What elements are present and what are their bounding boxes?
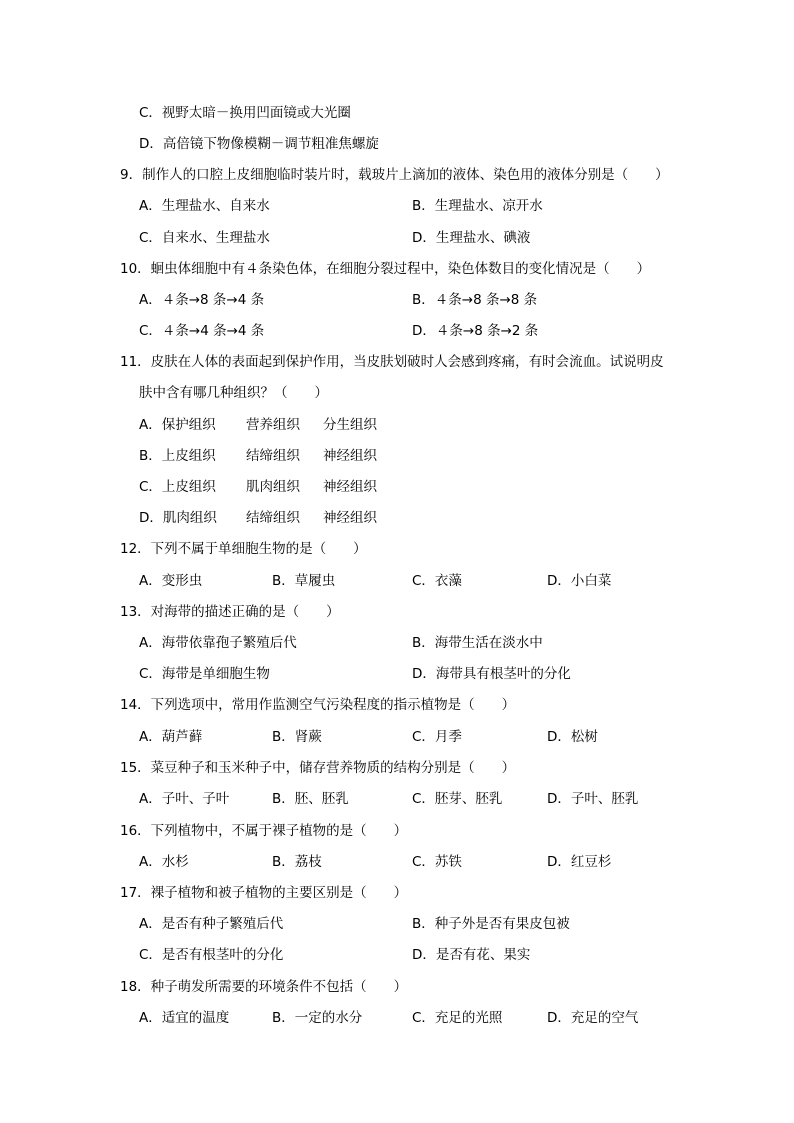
q15-option-a: A．子叶、子叶 (139, 791, 230, 807)
q17-option-b: B．种子外是否有果皮包被 (412, 916, 570, 932)
q8-option-d: D．高倍镜下物像模糊－调节粗准焦螺旋 (139, 136, 379, 152)
q9-option-a: A．生理盐水、自来水 (139, 198, 270, 214)
q11-stem: 11．皮肤在人体的表面起到保护作用，当皮肤划破时人会感到疼痛，有时会流血。试说明皮 (120, 354, 664, 370)
q10-stem: 10．蛔虫体细胞中有４条染色体，在细胞分裂过程中，染色体数目的变化情况是（ ） (120, 261, 651, 277)
q11-option-a-2: 营养组织 (246, 417, 300, 433)
q11-option-b-1: B．上皮组织 (139, 448, 216, 464)
q10-option-d: D．４条→8 条→2 条 (412, 323, 539, 339)
q12-option-d: D．小白菜 (547, 573, 612, 589)
q17-option-a: A．是否有种子繁殖后代 (139, 916, 284, 932)
q17-option-d: D．是否有花、果实 (412, 947, 531, 963)
q15-stem: 15．菜豆种子和玉米种子中，储存营养物质的结构分别是（ ） (120, 760, 516, 776)
q13-option-c: C．海带是单细胞生物 (139, 666, 270, 682)
q16-stem: 16．下列植物中，不属于裸子植物的是（ ） (120, 823, 408, 839)
q13-option-d: D．海带具有根茎叶的分化 (412, 666, 571, 682)
q16-option-a: A．水杉 (139, 854, 189, 870)
q14-option-d: D．松树 (547, 729, 598, 745)
q15-option-c: C．胚芽、胚乳 (412, 791, 503, 807)
q10-option-c: C．４条→4 条→4 条 (139, 323, 265, 339)
q12-option-c: C．衣藻 (412, 573, 462, 589)
q18-stem: 18．种子萌发所需要的环境条件不包括（ ） (120, 979, 408, 995)
q9-option-d: D．生理盐水、碘液 (412, 230, 531, 246)
q14-stem: 14．下列选项中，常用作监测空气污染程度的指示植物是（ ） (120, 697, 516, 713)
q15-option-d: D．子叶、胚乳 (547, 791, 639, 807)
q17-option-c: C．是否有根茎叶的分化 (139, 947, 284, 963)
q13-stem: 13．对海带的描述正确的是（ ） (120, 604, 340, 620)
q16-option-b: B．荔枝 (272, 854, 322, 870)
q13-option-a: A．海带依靠孢子繁殖后代 (139, 635, 297, 651)
q14-option-c: C．月季 (412, 729, 462, 745)
q11-option-b-3: 神经组织 (323, 448, 377, 464)
q11-option-a-1: A．保护组织 (139, 417, 216, 433)
q11-stem-continued: 肤中含有哪几种组织？（ ） (139, 385, 328, 401)
q16-option-d: D．红豆杉 (547, 854, 612, 870)
q12-stem: 12．下列不属于单细胞生物的是（ ） (120, 541, 367, 557)
q11-option-b-2: 结缔组织 (246, 448, 300, 464)
q11-option-d-3: 神经组织 (323, 510, 377, 526)
q18-option-a: A．适宜的温度 (139, 1010, 230, 1026)
q11-option-a-3: 分生组织 (323, 417, 377, 433)
q8-option-c: C．视野太暗－换用凹面镜或大光圈 (139, 105, 351, 121)
q11-option-d-1: D．肌肉组织 (139, 510, 217, 526)
q14-option-a: A．葫芦藓 (139, 729, 203, 745)
q12-option-b: B．草履虫 (272, 573, 336, 589)
q15-option-b: B．胚、胚乳 (272, 791, 349, 807)
q16-option-c: C．苏铁 (412, 854, 462, 870)
q10-option-a: A．４条→8 条→4 条 (139, 292, 265, 308)
q11-option-d-2: 结缔组织 (246, 510, 300, 526)
q9-option-b: B．生理盐水、凉开水 (412, 198, 543, 214)
q18-option-c: C．充足的光照 (412, 1010, 503, 1026)
q18-option-b: B．一定的水分 (272, 1010, 363, 1026)
q12-option-a: A．变形虫 (139, 573, 203, 589)
q11-option-c-3: 神经组织 (323, 479, 377, 495)
q18-option-d: D．充足的空气 (547, 1010, 639, 1026)
q11-option-c-2: 肌肉组织 (246, 479, 300, 495)
q13-option-b: B．海带生活在淡水中 (412, 635, 543, 651)
q11-option-c-1: C．上皮组织 (139, 479, 216, 495)
q9-option-c: C．自来水、生理盐水 (139, 230, 270, 246)
q17-stem: 17．裸子植物和被子植物的主要区别是（ ） (120, 885, 408, 901)
q9-stem: 9．制作人的口腔上皮细胞临时装片时，载玻片上滴加的液体、染色用的液体分别是（ ） (120, 167, 669, 183)
q10-option-b: B．４条→8 条→8 条 (412, 292, 538, 308)
q14-option-b: B．肾蕨 (272, 729, 322, 745)
